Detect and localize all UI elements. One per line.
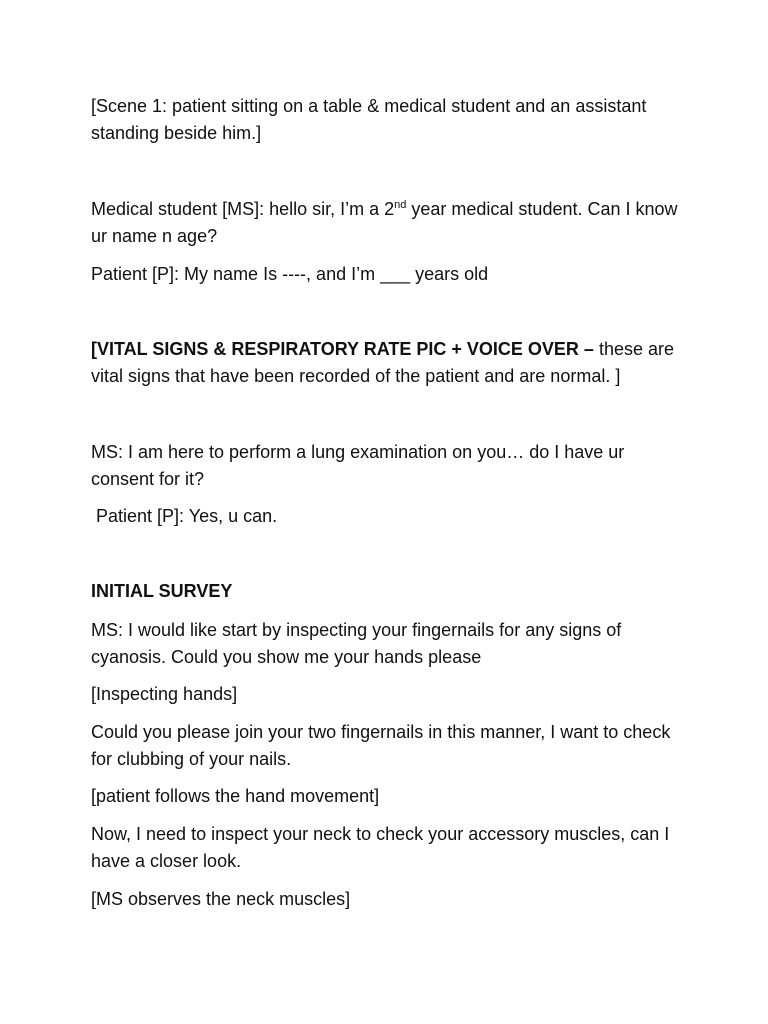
- vitals-voice-over: [91, 336, 691, 390]
- clubbing-line: Could you please join your two fingernails in this manner, I want to check for clubbing of your nails.: [91, 722, 671, 769]
- ms-intro-text-rest: year medical student. Can I know ur name n age?: [91, 199, 678, 246]
- neck-inspection-line: Now, I need to inspect your neck to check your accessory muscles, can I have a closer look.: [91, 824, 670, 871]
- vitals-rest-text: these are vital signs that have been recorded of the patient and are normal. ]: [91, 339, 674, 386]
- ms-consent-line: MS: I am here to perform a lung examination on you… do I have ur consent for it?: [91, 442, 625, 489]
- ms-fingernails-line: MS: I would like start by inspecting your fingernails for any signs of cyanosis. Could you show me your hands please: [91, 620, 622, 667]
- hand-movement-direction: [patient follows the hand movement]: [91, 786, 380, 806]
- ordinal-suffix: nd: [394, 199, 407, 211]
- neck-observe-direction: [MS observes the neck muscles]: [91, 889, 351, 909]
- patient-name-line: Patient [P]: My name Is ----, and I’m ___ years old: [91, 264, 489, 284]
- inspecting-hands-direction: [Inspecting hands]: [91, 684, 238, 704]
- ms-intro-line: [91, 196, 691, 250]
- section-heading: INITIAL SURVEY: [91, 581, 233, 601]
- ms-intro-text: Medical student [MS]: hello sir, I’m a 2: [91, 199, 395, 219]
- vitals-bold-text: [VITAL SIGNS & RESPIRATORY RATE PIC + VOICE OVER –: [91, 339, 594, 359]
- scene-direction: [Scene 1: patient sitting on a table & medical student and an assistant standing beside him.]: [91, 96, 647, 143]
- patient-consent-line: Patient [P]: Yes, u can.: [91, 506, 278, 526]
